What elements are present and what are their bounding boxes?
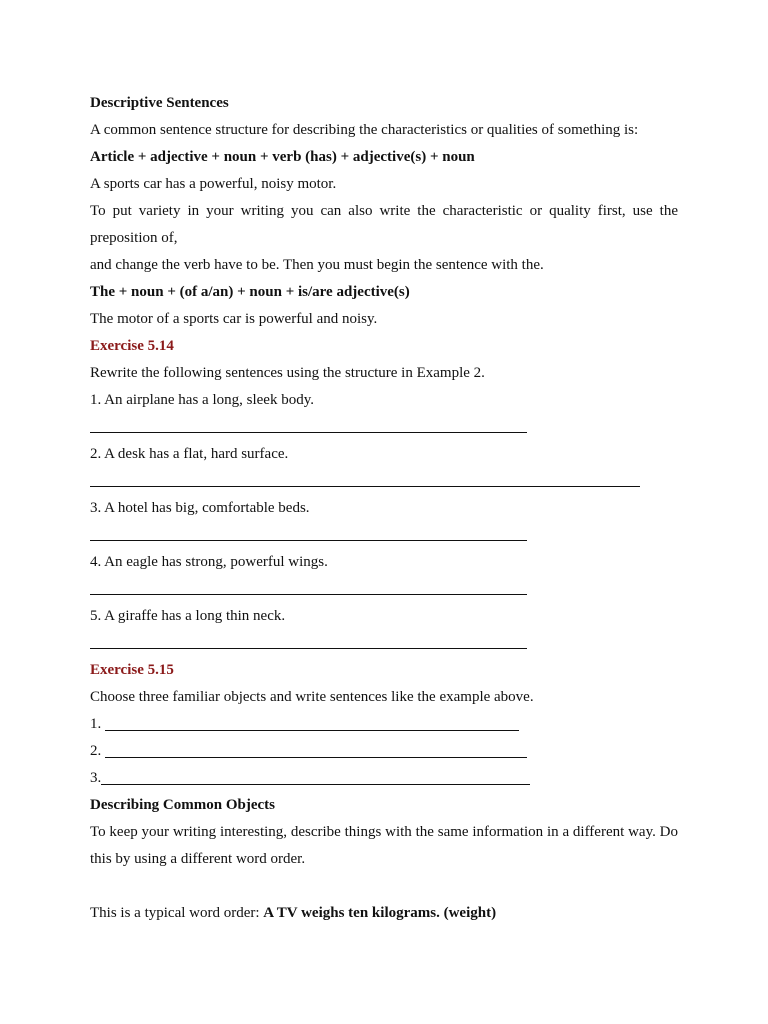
exercise-title: Exercise 5.15 (90, 662, 174, 678)
exercise-item: 5. A giraffe has a long thin neck. (90, 608, 286, 624)
variety-text: To put variety in your writing you can also write the characteristic or quality first, use the preposition of, (90, 203, 678, 246)
document-page (90, 90, 678, 927)
item-number: 2. (90, 743, 102, 759)
exercise-title: Exercise 5.14 (90, 338, 174, 354)
typical-order-line (90, 900, 678, 927)
typical-order-example: A TV weighs ten kilograms. (weight) (263, 905, 497, 921)
example-sentence-2: The motor of a sports car is powerful and noisy. (90, 311, 378, 327)
answer-line[interactable] (90, 522, 678, 549)
section-heading: Describing Common Objects (90, 797, 275, 813)
exercise-item: 2. A desk has a flat, hard surface. (90, 446, 289, 462)
answer-line[interactable] (90, 414, 678, 441)
intro-text: A common sentence structure for describing the characteristics or qualities of something is: (90, 122, 639, 138)
answer-line[interactable] (90, 576, 678, 603)
answer-line[interactable] (90, 630, 678, 657)
example-sentence-1: A sports car has a powerful, noisy motor. (90, 176, 337, 192)
numbered-answer-line[interactable] (90, 765, 678, 792)
item-number: 3. (90, 770, 102, 786)
item-number: 1. (90, 716, 102, 732)
structure-formula-2: The + noun + (of a/an) + noun + is/are adjective(s) (90, 284, 410, 300)
exercise-instruction: Rewrite the following sentences using the structure in Example 2. (90, 365, 485, 381)
answer-line[interactable] (90, 468, 678, 495)
change-text: and change the verb have to be. Then you must begin the sentence with the. (90, 257, 544, 273)
exercise-item: 1. An airplane has a long, sleek body. (90, 392, 314, 408)
exercise-item: 3. A hotel has big, comfortable beds. (90, 500, 310, 516)
exercise-instruction: Choose three familiar objects and write sentences like the example above. (90, 689, 534, 705)
structure-formula-1: Article + adjective + noun + verb (has) + adjective(s) + noun (90, 149, 475, 165)
section-heading: Descriptive Sentences (90, 95, 229, 111)
exercise-item: 4. An eagle has strong, powerful wings. (90, 554, 328, 570)
numbered-answer-line[interactable] (90, 711, 678, 738)
numbered-answer-line[interactable] (90, 738, 678, 765)
typical-order-prefix: This is a typical word order: (90, 905, 264, 921)
section-text: To keep your writing interesting, describe things with the same information in a different way. Do this by using a different word order. (90, 824, 678, 867)
